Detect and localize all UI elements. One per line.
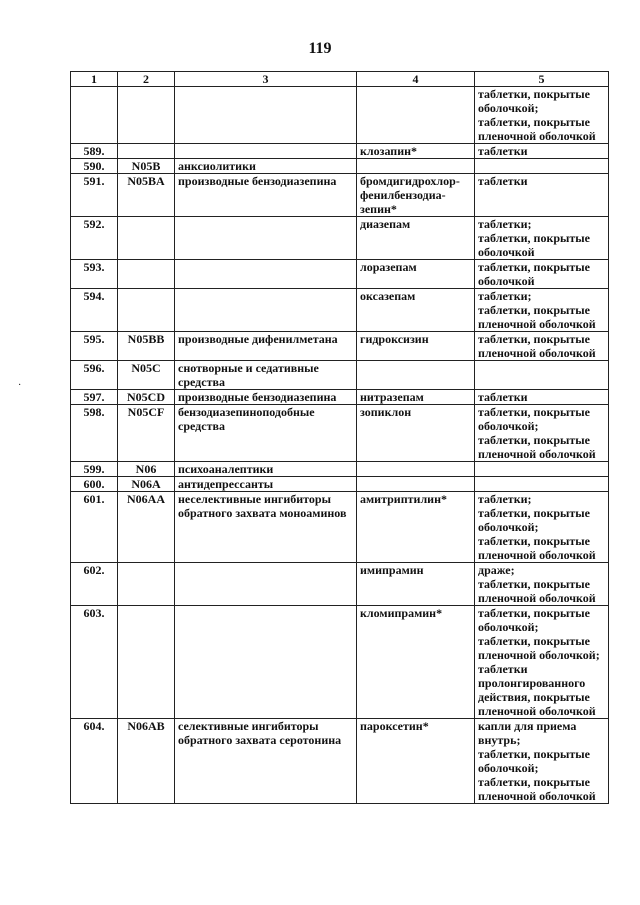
- header-cell: 5: [475, 72, 609, 87]
- cell-line: антидепрессанты: [178, 477, 274, 491]
- group-name: [175, 492, 357, 563]
- dosage-forms: [475, 563, 609, 606]
- cell-line: снотворные и седативные: [178, 361, 319, 375]
- drug-name: [357, 563, 475, 606]
- group-name: [175, 563, 357, 606]
- atc-code: [118, 289, 175, 332]
- atc-code: N06AB: [118, 719, 175, 804]
- cell-line: таблетки, покрытые: [478, 534, 590, 548]
- cell-line: оболочкой;: [478, 620, 539, 634]
- cell-line: таблетки, покрытые: [478, 231, 590, 245]
- row-number: 603.: [71, 606, 118, 719]
- drug-name: [357, 174, 475, 217]
- group-name: [175, 606, 357, 719]
- group-name: [175, 390, 357, 405]
- cell-line: производные дифенилметана: [178, 332, 338, 346]
- atc-code: N05CF: [118, 405, 175, 462]
- row-number: 592.: [71, 217, 118, 260]
- table-row: [71, 606, 609, 719]
- cell-line: пленочной оболочкой;: [478, 648, 600, 662]
- drug-name: [357, 144, 475, 159]
- drug-name: [357, 405, 475, 462]
- cell-line: драже;: [478, 563, 515, 577]
- group-name: [175, 260, 357, 289]
- cell-line: таблетки;: [478, 289, 532, 303]
- cell-line: таблетки, покрытые: [478, 433, 590, 447]
- table-row: [71, 159, 609, 174]
- group-name: [175, 361, 357, 390]
- dosage-forms: [475, 260, 609, 289]
- cell-line: таблетки, покрытые: [478, 577, 590, 591]
- cell-line: производные бензодиазепина: [178, 174, 337, 188]
- cell-line: диазепам: [360, 217, 411, 231]
- drug-name: [357, 87, 475, 144]
- drug-name: [357, 217, 475, 260]
- cell-line: капли для приема: [478, 719, 577, 733]
- dosage-forms: [475, 289, 609, 332]
- cell-line: обратного захвата моноаминов: [178, 506, 347, 520]
- cell-line: селективные ингибиторы: [178, 719, 319, 733]
- cell-line: оболочкой;: [478, 419, 539, 433]
- atc-code: N06: [118, 462, 175, 477]
- table-row: [71, 87, 609, 144]
- dosage-forms: [475, 332, 609, 361]
- drug-name: [357, 289, 475, 332]
- group-name: [175, 462, 357, 477]
- dosage-forms: [475, 606, 609, 719]
- cell-line: пленочной оболочкой: [478, 591, 596, 605]
- cell-line: таблетки, покрытые: [478, 115, 590, 129]
- cell-line: зопиклон: [360, 405, 412, 419]
- scan-speck: ·: [18, 380, 22, 391]
- group-name: [175, 217, 357, 260]
- cell-line: средства: [178, 375, 225, 389]
- dosage-forms: [475, 477, 609, 492]
- dosage-forms: [475, 462, 609, 477]
- cell-line: пленочной оболочкой: [478, 789, 596, 803]
- row-number: 595.: [71, 332, 118, 361]
- cell-line: пленочной оболочкой: [478, 548, 596, 562]
- atc-code: [118, 260, 175, 289]
- cell-line: клозапин*: [360, 144, 418, 158]
- cell-line: оболочкой;: [478, 101, 539, 115]
- group-name: [175, 87, 357, 144]
- dosage-forms: [475, 405, 609, 462]
- cell-line: бромдигидрохлор-: [360, 174, 460, 188]
- cell-line: таблетки;: [478, 217, 532, 231]
- row-number: 599.: [71, 462, 118, 477]
- drug-name: [357, 361, 475, 390]
- dosage-forms: [475, 492, 609, 563]
- cell-line: обратного захвата серотонина: [178, 733, 342, 747]
- table-row: [71, 563, 609, 606]
- dosage-forms: [475, 144, 609, 159]
- row-number: 602.: [71, 563, 118, 606]
- cell-line: таблетки, покрытые: [478, 87, 590, 101]
- table-row: [71, 289, 609, 332]
- header-cell: 1: [71, 72, 118, 87]
- cell-line: пленочной оболочкой: [478, 346, 596, 360]
- atc-code: [118, 217, 175, 260]
- table-row: [71, 144, 609, 159]
- table-row: [71, 405, 609, 462]
- cell-line: таблетки: [478, 662, 528, 676]
- atc-code: N05BA: [118, 174, 175, 217]
- cell-line: таблетки: [478, 390, 528, 404]
- atc-code: [118, 87, 175, 144]
- drug-name: [357, 606, 475, 719]
- drug-name: [357, 462, 475, 477]
- table-row: [71, 492, 609, 563]
- cell-line: производные бензодиазепина: [178, 390, 337, 404]
- drug-name: [357, 719, 475, 804]
- header-cell: 3: [175, 72, 357, 87]
- row-number: 604.: [71, 719, 118, 804]
- group-name: [175, 174, 357, 217]
- cell-line: внутрь;: [478, 733, 521, 747]
- table-row: [71, 174, 609, 217]
- cell-line: гидроксизин: [360, 332, 429, 346]
- drug-name: [357, 492, 475, 563]
- cell-line: таблетки, покрытые: [478, 332, 590, 346]
- row-number: 598.: [71, 405, 118, 462]
- table-row: [71, 361, 609, 390]
- row-number: 589.: [71, 144, 118, 159]
- cell-line: пролонгированного: [478, 676, 586, 690]
- cell-line: средства: [178, 419, 225, 433]
- cell-line: таблетки, покрытые: [478, 506, 590, 520]
- cell-line: оболочкой: [478, 245, 535, 259]
- cell-line: таблетки, покрытые: [478, 405, 590, 419]
- cell-line: действия, покрытые: [478, 690, 590, 704]
- group-name: [175, 405, 357, 462]
- cell-line: оболочкой;: [478, 761, 539, 775]
- cell-line: таблетки, покрытые: [478, 634, 590, 648]
- atc-code: [118, 606, 175, 719]
- table-row: [71, 719, 609, 804]
- drug-name: [357, 332, 475, 361]
- group-name: [175, 477, 357, 492]
- header-cell: 2: [118, 72, 175, 87]
- atc-code: [118, 563, 175, 606]
- drug-name: [357, 477, 475, 492]
- atc-code: N05CD: [118, 390, 175, 405]
- cell-line: анксиолитики: [178, 159, 256, 173]
- cell-line: пленочной оболочкой: [478, 129, 596, 143]
- cell-line: психоаналептики: [178, 462, 274, 476]
- dosage-forms: [475, 217, 609, 260]
- drug-table: [70, 71, 609, 804]
- cell-line: пароксетин*: [360, 719, 429, 733]
- cell-line: оболочкой;: [478, 520, 539, 534]
- atc-code: N06A: [118, 477, 175, 492]
- cell-line: имипрамин: [360, 563, 424, 577]
- row-number: 594.: [71, 289, 118, 332]
- cell-line: таблетки, покрытые: [478, 303, 590, 317]
- dosage-forms: [475, 719, 609, 804]
- table-row: [71, 477, 609, 492]
- header-cell: 4: [357, 72, 475, 87]
- atc-code: N06AA: [118, 492, 175, 563]
- row-number: 590.: [71, 159, 118, 174]
- cell-line: пленочной оболочкой: [478, 447, 596, 461]
- cell-line: таблетки, покрытые: [478, 775, 590, 789]
- dosage-forms: [475, 159, 609, 174]
- cell-line: пленочной оболочкой: [478, 704, 596, 718]
- cell-line: таблетки, покрытые: [478, 606, 590, 620]
- group-name: [175, 159, 357, 174]
- cell-line: таблетки;: [478, 492, 532, 506]
- cell-line: оксазепам: [360, 289, 416, 303]
- table-row: [71, 217, 609, 260]
- atc-code: N05C: [118, 361, 175, 390]
- table-row: [71, 332, 609, 361]
- drug-name: [357, 390, 475, 405]
- row-number: 601.: [71, 492, 118, 563]
- cell-line: кломипрамин*: [360, 606, 443, 620]
- cell-line: амитриптилин*: [360, 492, 447, 506]
- cell-line: таблетки, покрытые: [478, 747, 590, 761]
- cell-line: таблетки: [478, 144, 528, 158]
- cell-line: лоразепам: [360, 260, 417, 274]
- drug-name: [357, 260, 475, 289]
- atc-code: N05BB: [118, 332, 175, 361]
- table-header-row: [71, 72, 609, 87]
- dosage-forms: [475, 361, 609, 390]
- cell-line: нитразепам: [360, 390, 424, 404]
- cell-line: пленочной оболочкой: [478, 317, 596, 331]
- row-number: 600.: [71, 477, 118, 492]
- row-number: 591.: [71, 174, 118, 217]
- cell-line: фенилбензодиа-: [360, 188, 446, 202]
- cell-line: неселективные ингибиторы: [178, 492, 331, 506]
- atc-code: N05B: [118, 159, 175, 174]
- cell-line: таблетки, покрытые: [478, 260, 590, 274]
- page-number: 119: [308, 40, 332, 57]
- cell-line: бензодиазепиноподобные: [178, 405, 315, 419]
- table-row: [71, 390, 609, 405]
- cell-line: таблетки: [478, 174, 528, 188]
- dosage-forms: [475, 174, 609, 217]
- atc-code: [118, 144, 175, 159]
- group-name: [175, 144, 357, 159]
- row-number: 596.: [71, 361, 118, 390]
- row-number: 593.: [71, 260, 118, 289]
- group-name: [175, 289, 357, 332]
- row-number: [71, 87, 118, 144]
- dosage-forms: [475, 390, 609, 405]
- dosage-forms: [475, 87, 609, 144]
- cell-line: оболочкой: [478, 274, 535, 288]
- group-name: [175, 719, 357, 804]
- cell-line: зепин*: [360, 202, 397, 216]
- drug-name: [357, 159, 475, 174]
- table-row: [71, 462, 609, 477]
- group-name: [175, 332, 357, 361]
- table-row: [71, 260, 609, 289]
- row-number: 597.: [71, 390, 118, 405]
